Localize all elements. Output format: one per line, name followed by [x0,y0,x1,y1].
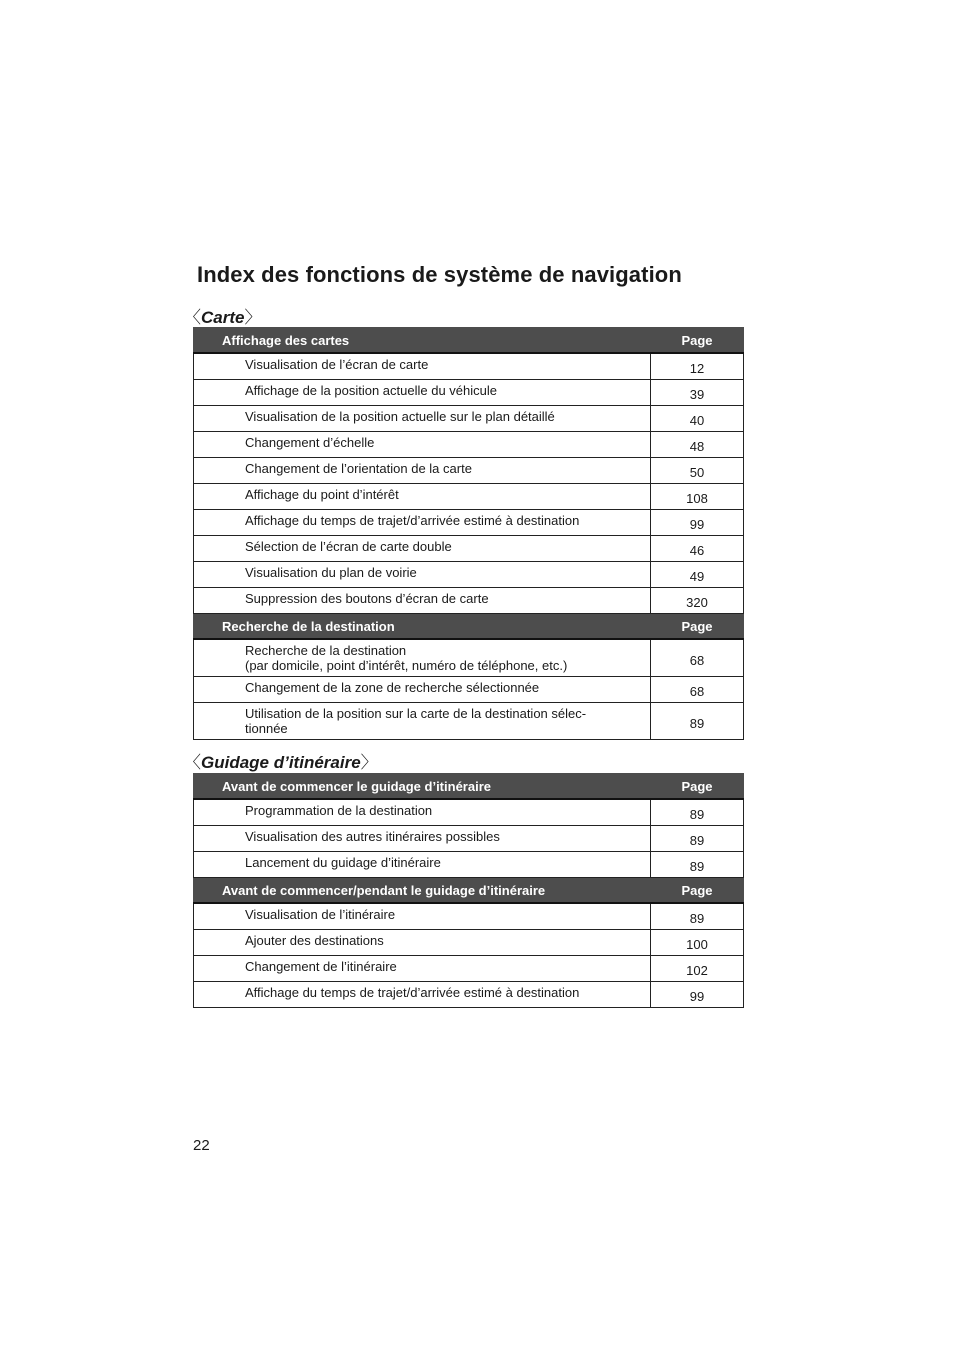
row-page: 99 [651,982,744,1008]
row-label: Changement de la zone de recherche sélectionnée [194,677,651,703]
row-label: Lancement du guidage d’itinéraire [194,852,651,878]
row-label: Visualisation des autres itinéraires possibles [194,826,651,852]
table-row [194,562,744,588]
table-row [194,982,744,1008]
row-page: 89 [651,852,744,878]
group-header-page: Page [651,878,744,904]
group-header-label: Avant de commencer/pendant le guidage d’itinéraire [194,878,651,904]
table-row [194,353,744,380]
row-label [194,703,651,740]
guidage-table [193,773,744,1008]
row-page: 12 [651,353,744,380]
row-label: Visualisation du plan de voirie [194,562,651,588]
table-header [194,878,744,904]
group-header-page: Page [651,774,744,800]
row-page: 39 [651,380,744,406]
row-page: 89 [651,703,744,740]
table-row [194,703,744,740]
row-page: 40 [651,406,744,432]
table-row [194,406,744,432]
table-row [194,852,744,878]
row-page: 49 [651,562,744,588]
row-label: Affichage du point d’intérêt [194,484,651,510]
table-row [194,484,744,510]
table-row [194,458,744,484]
page-title: Index des fonctions de système de navigation [197,262,682,287]
table-row [194,432,744,458]
row-page: 68 [651,639,744,677]
row-label-text: Recherche de la destination (par domicile, point d’intérêt, numéro de téléphone, etc.) [245,643,568,673]
row-label: Changement de l’orientation de la carte [194,458,651,484]
table-header [194,614,744,640]
group-header-label: Affichage des cartes [194,328,651,354]
table-row [194,826,744,852]
table-row [194,956,744,982]
table-header [194,774,744,800]
row-label: Visualisation de l’itinéraire [194,903,651,930]
row-page: 100 [651,930,744,956]
row-label: Programmation de la destination [194,799,651,826]
table-row [194,799,744,826]
table-header [194,328,744,354]
table-row [194,510,744,536]
row-label: Affichage du temps de trajet/d’arrivée estimé à destination [194,510,651,536]
row-label: Suppression des boutons d’écran de carte [194,588,651,614]
row-page: 108 [651,484,744,510]
table-row [194,930,744,956]
row-label: Changement d’échelle [194,432,651,458]
row-label: Visualisation de l’écran de carte [194,353,651,380]
row-label: Changement de l’itinéraire [194,956,651,982]
row-page: 68 [651,677,744,703]
row-page: 89 [651,826,744,852]
row-label: Sélection de l’écran de carte double [194,536,651,562]
section-title-carte-text: Carte [201,308,245,327]
row-page: 89 [651,799,744,826]
row-page: 50 [651,458,744,484]
group-header-page: Page [651,614,744,640]
row-page: 99 [651,510,744,536]
row-page: 89 [651,903,744,930]
row-label: Visualisation de la position actuelle sur le plan détaillé [194,406,651,432]
table-row [194,588,744,614]
section-title-guidage-text: Guidage d’itinéraire [201,753,361,772]
page-number: 22 [193,1137,210,1154]
table-row [194,380,744,406]
row-label: Affichage du temps de trajet/d’arrivée estimé à destination [194,982,651,1008]
row-page: 320 [651,588,744,614]
table-row [194,677,744,703]
group-header-page: Page [651,328,744,354]
group-header-label: Recherche de la destination [194,614,651,640]
row-label: Ajouter des destinations [194,930,651,956]
row-label: Affichage de la position actuelle du véhicule [194,380,651,406]
group-header-label: Avant de commencer le guidage d’itinéraire [194,774,651,800]
row-page: 46 [651,536,744,562]
row-page: 48 [651,432,744,458]
row-page: 102 [651,956,744,982]
row-label-text: Utilisation de la position sur la carte de la destination sélec- tionnée [245,706,587,736]
table-row [194,903,744,930]
row-label [194,639,651,677]
carte-table [193,327,744,740]
table-row [194,639,744,677]
section-title-guidage: 〈Guidage d’itinéraire〉 [184,753,378,772]
section-title-carte: 〈Carte〉 [184,308,262,327]
table-row [194,536,744,562]
